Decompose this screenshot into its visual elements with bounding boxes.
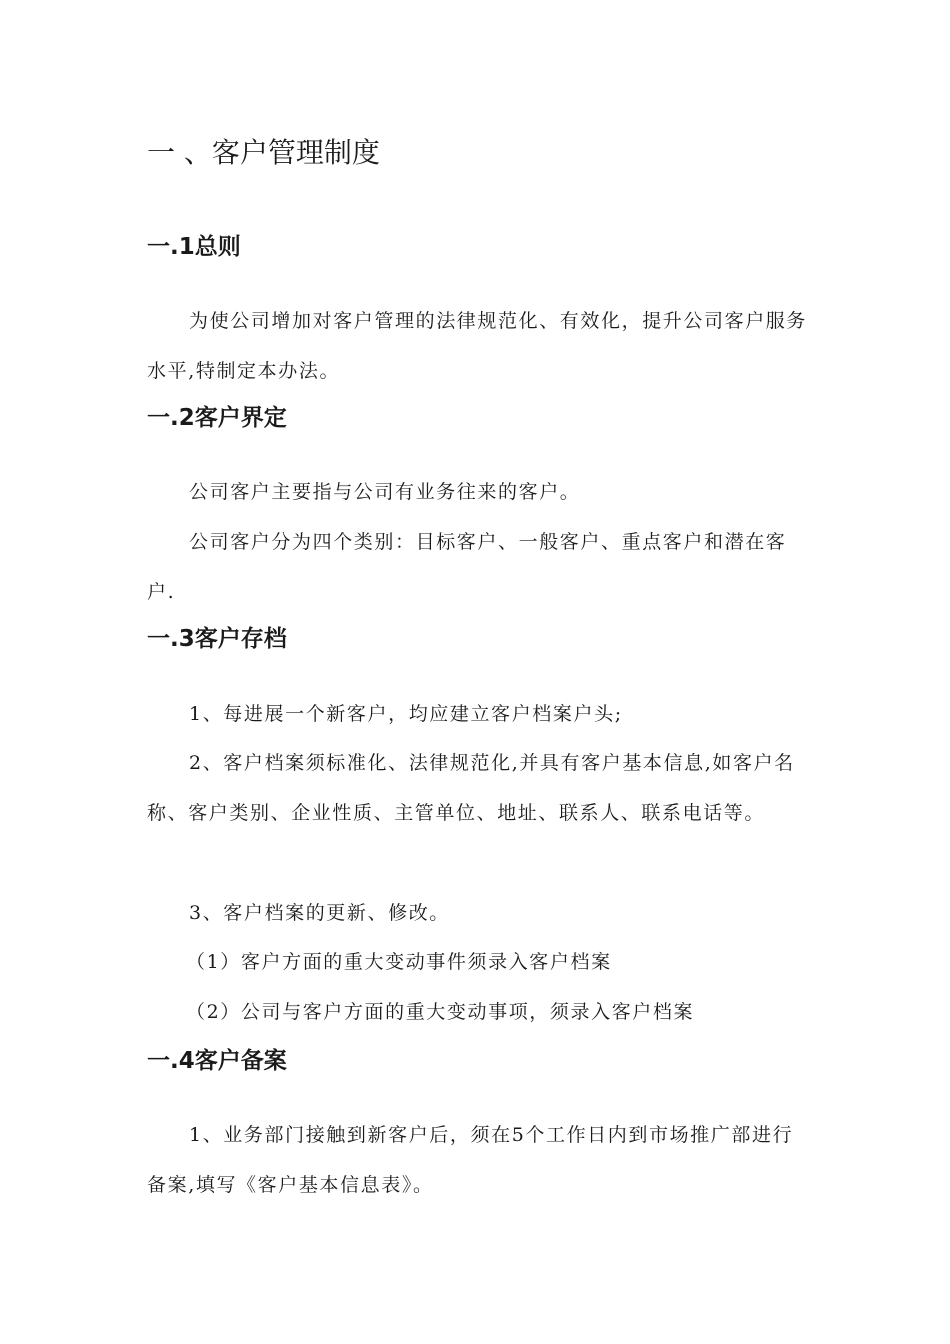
paragraph: 3、客户档案的更新、修改。 bbox=[189, 902, 450, 924]
sub-item: （2）公司与客户方面的重大变动事项，须录入客户档案 bbox=[186, 1001, 695, 1023]
section-heading-customer-filing: 一.4客户备案 bbox=[147, 1048, 287, 1074]
paragraph: 公司客户分为四个类别：目标客户、一般客户、重点客户和潜在客户. bbox=[147, 531, 787, 603]
paragraph: 2、客户档案须标准化、法律规范化,并具有客户基本信息,如客户名称、客户类别、企业性质、主管单位、地址、联系人、联系电话等。 bbox=[147, 752, 795, 824]
sub-item: （1）客户方面的重大变动事件须录入客户档案 bbox=[186, 951, 612, 973]
paragraph: 公司客户主要指与公司有业务往来的客户。 bbox=[189, 481, 581, 503]
paragraph: 1、业务部门接触到新客户后，须在5个工作日内到市场推广部进行备案,填写《客户基本信息表》。 bbox=[147, 1124, 794, 1196]
section-heading-general: 一.1总则 bbox=[147, 234, 241, 260]
section-heading-customer-archive: 一.3客户存档 bbox=[147, 626, 287, 652]
paragraph: 1、每进展一个新客户，均应建立客户档案户头; bbox=[189, 703, 623, 725]
document-title: 一 、客户管理制度 bbox=[147, 136, 380, 169]
paragraph: 为使公司增加对客户管理的法律规范化、有效化，提升公司客户服务水平,特制定本办法。 bbox=[147, 310, 808, 382]
section-heading-customer-definition: 一.2客户界定 bbox=[147, 405, 287, 431]
